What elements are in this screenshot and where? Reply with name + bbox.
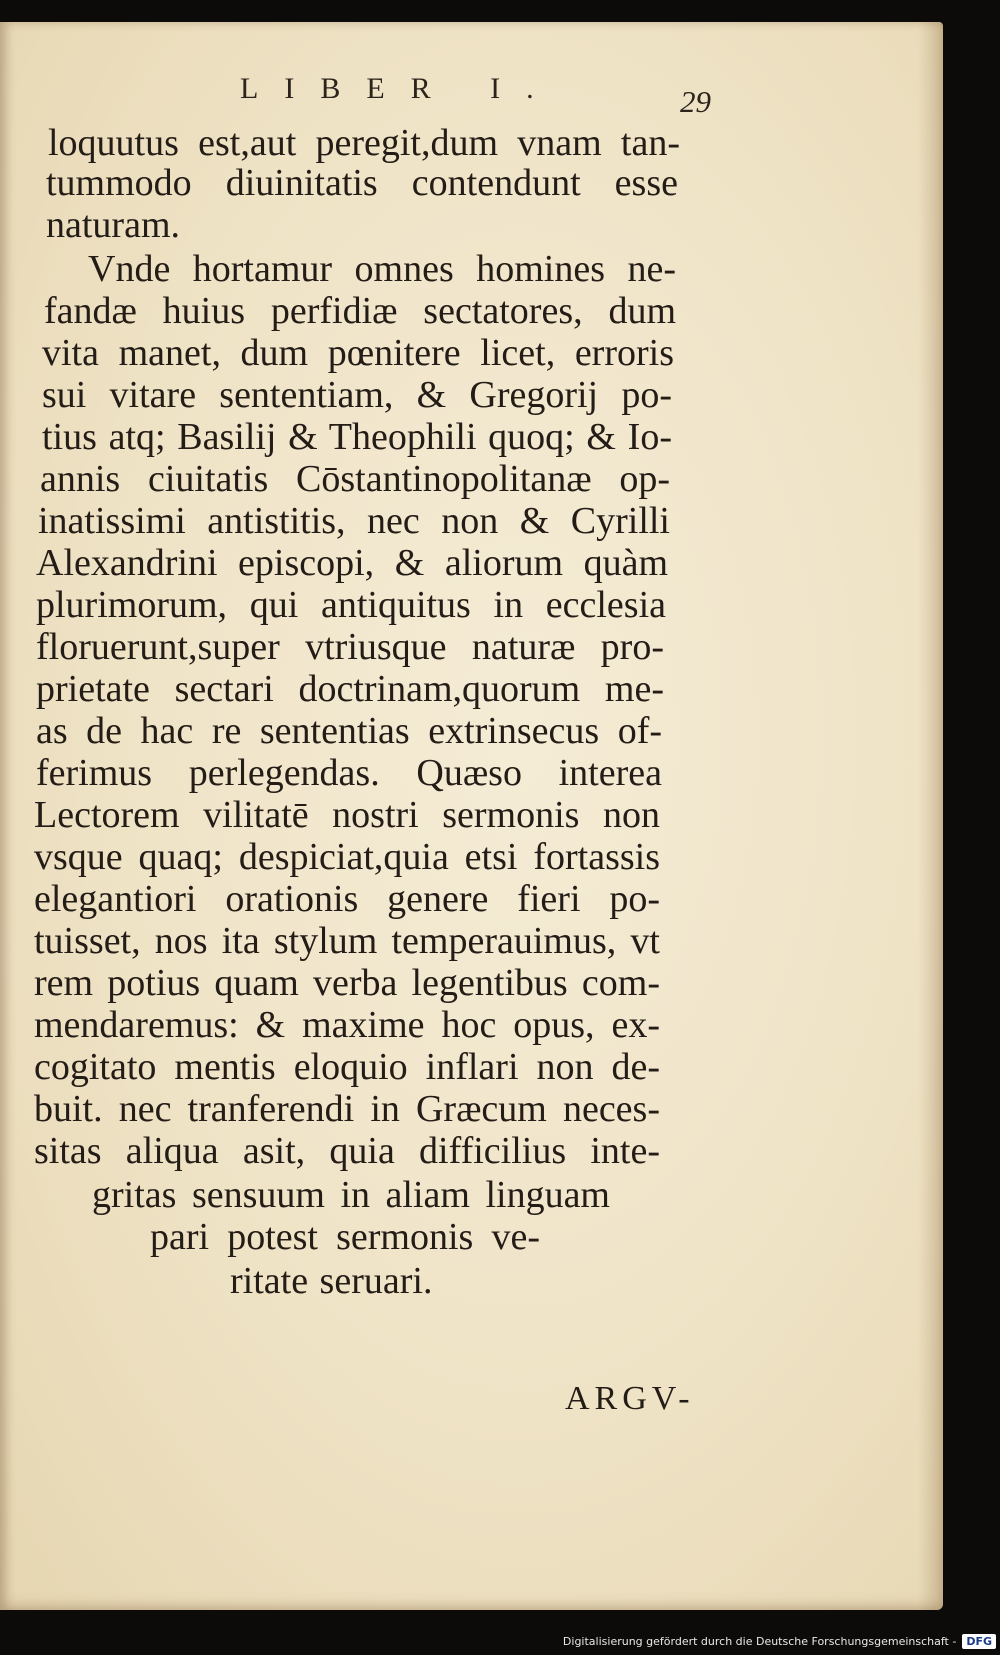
catchword: ARGV-	[565, 1380, 695, 1417]
text-line: rem potius quam verba legentibus com-	[34, 962, 660, 1004]
text-line: naturam.	[46, 204, 181, 246]
text-line: tius atq; Basilij & Theophili quoq; & Io-	[42, 416, 672, 458]
digitization-credit	[563, 1630, 996, 1652]
running-head: LIBER I.	[240, 72, 560, 105]
text-line: Vnde hortamur omnes homines ne-	[88, 248, 676, 290]
text-line: ferimus perlegendas. Quæso interea	[36, 752, 662, 794]
text-line: gritas sensuum in aliam linguam	[92, 1174, 610, 1216]
text-line: vita manet, dum pœnitere licet, erroris	[42, 332, 674, 374]
text-line: inatissimi antistitis, nec non & Cyrilli	[38, 500, 670, 542]
text-line: cogitato mentis eloquio inflari non de-	[34, 1046, 660, 1088]
text-line: Alexandrini episcopi, & aliorum quàm	[36, 542, 668, 584]
text-line: prietate sectari doctrinam,quorum me-	[36, 668, 664, 710]
text-line: as de hac re sententias extrinsecus of-	[36, 710, 662, 752]
text-line: fandæ huius perfidiæ sectatores, dum	[44, 290, 676, 332]
page-number: 29	[680, 84, 711, 119]
text-line: plurimorum, qui antiquitus in ecclesia	[36, 584, 666, 626]
text-line: tuisset, nos ita stylum temperauimus, vt	[34, 920, 660, 962]
text-line: annis ciuitatis Cōstantinopolitanæ op-	[40, 458, 670, 500]
text-line: sui vitare sententiam, & Gregorij po-	[42, 374, 672, 416]
text-line: tummodo diuinitatis contendunt esse	[46, 162, 678, 204]
text-line: vsque quaq; despiciat,quia etsi fortassis	[34, 836, 660, 878]
text-line: sitas aliqua asit, quia difficilius inte-	[34, 1130, 660, 1172]
text-line: elegantiori orationis genere fieri po-	[34, 878, 660, 920]
text-line: pari potest sermonis ve-	[150, 1216, 540, 1258]
text-line: floruerunt,super vtriusque naturæ pro-	[36, 626, 664, 668]
text-line: ritate seruari.	[230, 1260, 433, 1302]
dfg-logo-icon: DFG	[962, 1634, 996, 1649]
credit-text: Digitalisierung gefördert durch die Deutsche Forschungsgemeinschaft -	[562, 1634, 957, 1648]
text-line: buit. nec tranferendi in Græcum neces-	[34, 1088, 660, 1130]
text-line: mendaremus: & maxime hoc opus, ex-	[34, 1004, 660, 1046]
page-edge-shadow	[918, 22, 943, 1610]
text-line: Lectorem vilitatē nostri sermonis non	[34, 794, 660, 836]
text-line: loquutus est,aut peregit,dum vnam tan-	[48, 122, 680, 164]
